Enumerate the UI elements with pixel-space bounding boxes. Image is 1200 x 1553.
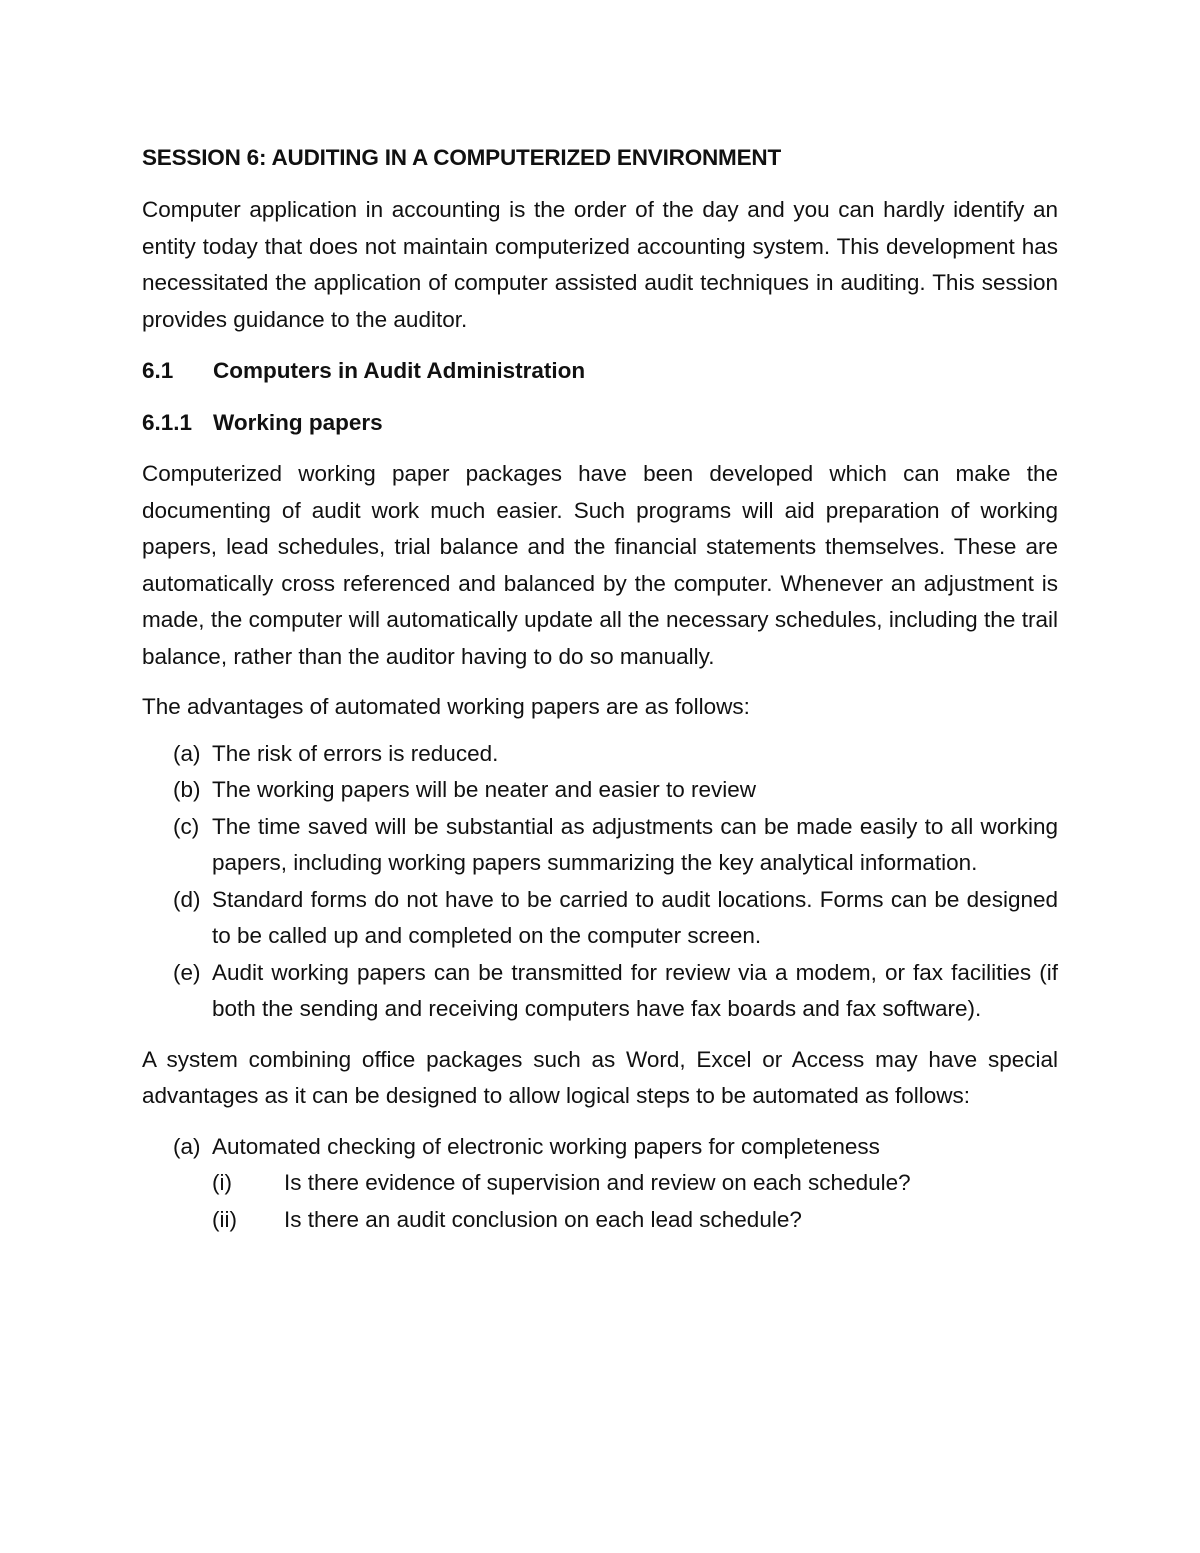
list-item-text: Standard forms do not have to be carried to audit locations. Forms can be designed to be called up and completed on the computer screen. (212, 886, 1058, 948)
list-marker: (b) (173, 777, 201, 802)
section-number: 6.1 (142, 358, 174, 383)
list-item-text: Audit working papers can be transmitted for review via a modem, or fax facilities (if both the sending and receiving computers have fax boards and fax software). (212, 959, 1058, 1021)
subsection-number: 6.1.1 (142, 410, 193, 435)
working-papers-paragraph: Computerized working paper packages have been developed which can make the documenting of audit work much easier. Such programs will aid preparation of working papers, lead schedules, trial balance and the financial statements themselves. These are automatically cross referenced and balanced by the computer. Whenever an adjustment is made, the computer will automatically update all the necessary schedules, including the trail balance, rather than the auditor having to do so manually. (142, 461, 1058, 669)
list-marker: (a) (173, 740, 201, 766)
sub-list-item-text: Is there an audit conclusion on each lead schedule? (284, 1206, 802, 1232)
section-heading (142, 352, 1058, 389)
sub-list-marker: (i) (212, 1170, 232, 1195)
section-title: Computers in Audit Administration (213, 358, 586, 383)
list-marker: (d) (173, 886, 201, 912)
list-item (142, 955, 1058, 1028)
list-item (142, 809, 1058, 882)
sub-list-marker: (ii) (212, 1206, 237, 1232)
list-item-text: The time saved will be substantial as adjustments can be made easily to all working papers, including working papers summarizing the key analytical information. (212, 813, 1058, 875)
automated-steps-list (142, 1129, 1058, 1239)
sub-list-item-text: Is there evidence of supervision and review on each schedule? (284, 1170, 911, 1195)
list-marker: (a) (173, 1133, 201, 1159)
sub-list-item (142, 1165, 1058, 1202)
list-item-text: Automated checking of electronic working papers for completeness (212, 1133, 880, 1159)
subsection-title: Working papers (213, 410, 383, 435)
office-packages-paragraph: A system combining office packages such as Word, Excel or Access may have special advantages as it can be designed to allow logical steps to be automated as follows: (142, 1046, 1058, 1108)
sub-list-item (142, 1202, 1058, 1239)
sub-list (142, 1165, 1058, 1238)
list-marker: (c) (173, 813, 200, 839)
list-item (142, 736, 1058, 773)
document-page (142, 138, 1058, 1252)
document-title: SESSION 6: AUDITING IN A COMPUTERIZED ENVIRONMENT (142, 145, 781, 170)
list-item (142, 1129, 1058, 1166)
list-marker: (e) (173, 959, 201, 985)
list-item-text: The risk of errors is reduced. (212, 740, 499, 766)
subsection-heading (142, 404, 1058, 441)
advantages-list (142, 736, 1058, 1028)
list-item-text: The working papers will be neater and easier to review (212, 777, 757, 802)
list-item (142, 772, 1058, 809)
advantages-intro: The advantages of automated working papers are as follows: (142, 694, 750, 719)
intro-paragraph: Computer application in accounting is the order of the day and you can hardly identify an entity today that does not maintain computerized accounting system. This development has necessitated the application of computer assisted audit techniques in auditing. This session provides guidance to the auditor. (142, 197, 1058, 332)
list-item (142, 882, 1058, 955)
